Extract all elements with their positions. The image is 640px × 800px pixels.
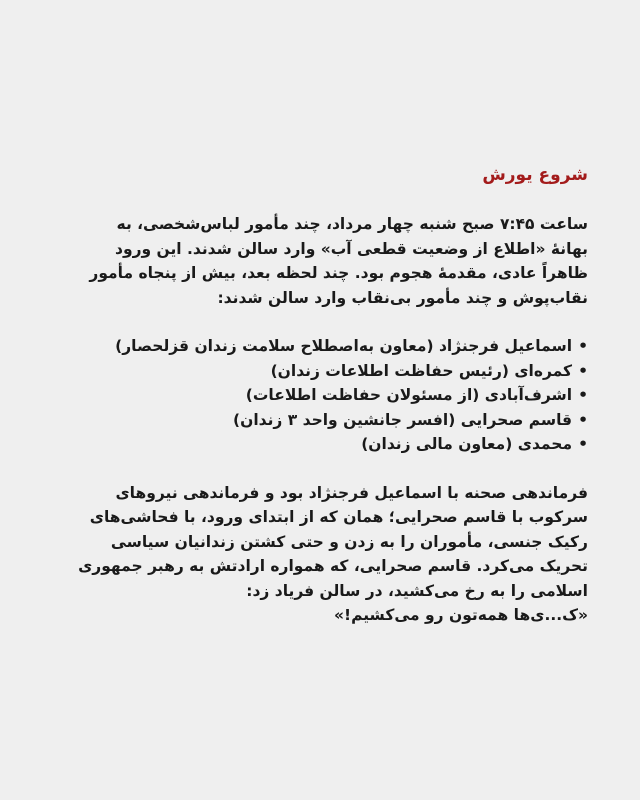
list-item-text: کمره‌ای (رئیس حفاظت اطلاعات زندان) bbox=[270, 361, 573, 380]
bullet-icon: • bbox=[578, 337, 588, 355]
intro-line: بهانهٔ «اطلاع از وضعیت قطعی آب» وارد سالن شدند. این ورود bbox=[115, 239, 588, 258]
bullet-icon: • bbox=[578, 410, 588, 429]
intro-line: ظاهراً عادی، مقدمهٔ هجوم بود. چند لحظه بعد، بیش از پنجاه مأمور bbox=[89, 264, 588, 282]
closing-line: تحریک می‌کرد. قاسم صحرایی، که همواره ارادتش به رهبر جمهوری bbox=[78, 557, 588, 575]
intro-line: نقاب‌پوش و چند مأمور بی‌نقاب وارد سالن شدند: bbox=[217, 288, 588, 307]
list-item-text: اشرف‌آبادی (از مسئولان حفاظت اطلاعات) bbox=[245, 386, 573, 404]
intro-paragraph bbox=[52, 212, 588, 310]
intro-line: ساعت ۷:۴۵ صبح شنبه چهار مرداد، چند مأمور لباس‌شخصی، به bbox=[116, 215, 588, 233]
list-item-text: محمدی (معاون مالی زندان) bbox=[361, 435, 573, 453]
closing-line: رکیک جنسی، مأموران را به زدن و حتی کشتن زندانیان سیاسی bbox=[110, 532, 588, 551]
closing-line: فرماندهی صحنه با اسماعیل فرجنژاد بود و فرماندهی نیروهای bbox=[115, 483, 588, 502]
list-item bbox=[52, 383, 588, 408]
officers-list bbox=[52, 334, 588, 457]
closing-line: «ک...ی‌ها همه‌تون رو می‌کشیم!» bbox=[333, 606, 588, 624]
list-item-text: قاسم صحرایی (افسر جانشین واحد ۳ زندان) bbox=[233, 410, 573, 429]
list-item bbox=[52, 359, 588, 384]
list-item bbox=[52, 408, 588, 433]
bullet-icon: • bbox=[578, 435, 588, 453]
list-item bbox=[52, 432, 588, 457]
bullet-icon: • bbox=[578, 361, 588, 380]
list-item bbox=[52, 334, 588, 359]
list-item-text: اسماعیل فرجنژاد (معاون به‌اصطلاح سلامت زندان قزلحصار) bbox=[115, 337, 573, 355]
closing-line: اسلامی را به رخ می‌کشید، در سالن فریاد زد: bbox=[246, 581, 588, 600]
section-heading: شروع یورش bbox=[482, 165, 588, 185]
closing-paragraph bbox=[52, 481, 588, 628]
closing-line: سرکوب با قاسم صحرایی؛ همان که از ابتدای ورود، با فحاشی‌های bbox=[89, 508, 588, 526]
bullet-icon: • bbox=[578, 386, 588, 404]
